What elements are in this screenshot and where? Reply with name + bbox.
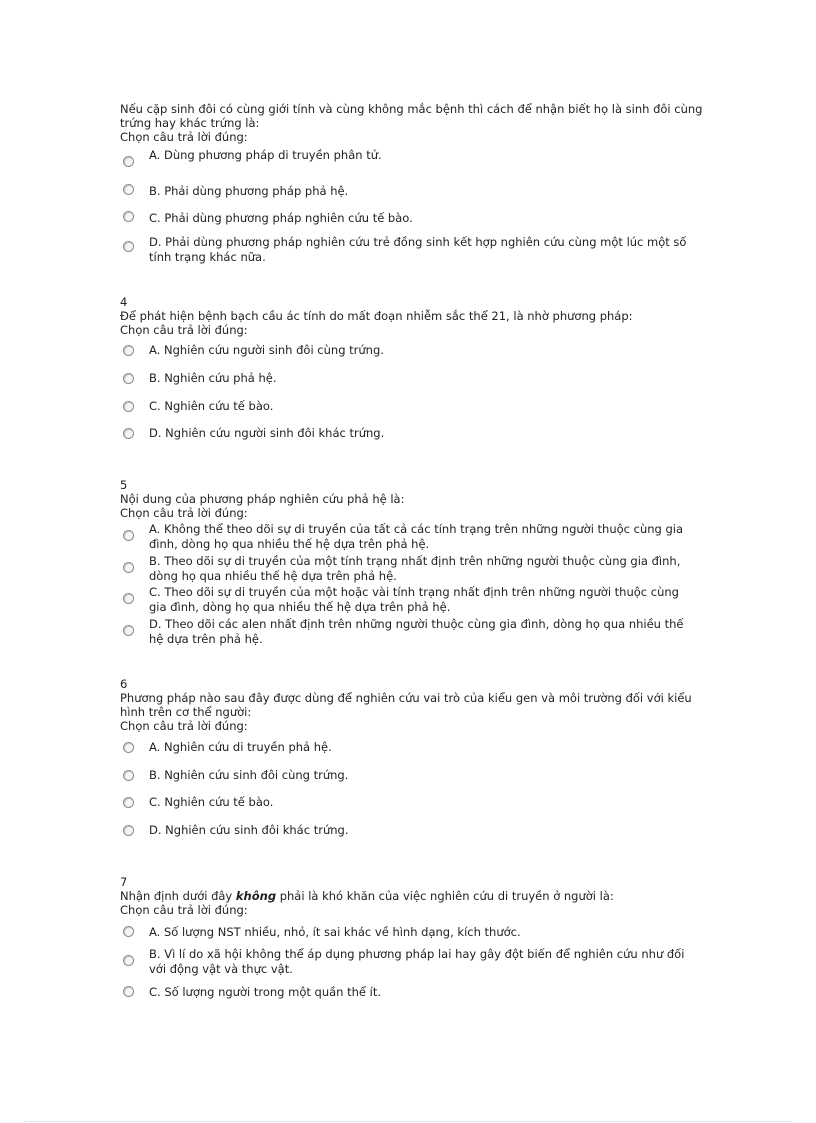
option-label: D. Nghiên cứu sinh đôi khác trứng. bbox=[149, 823, 349, 837]
radio-button[interactable] bbox=[123, 625, 134, 636]
question-number: 5 bbox=[120, 478, 128, 492]
option-label: B. Nghiên cứu phả hệ. bbox=[149, 371, 277, 385]
radio-button[interactable] bbox=[123, 593, 134, 604]
option-label: C. Nghiên cứu tế bào. bbox=[149, 399, 274, 413]
radio-button[interactable] bbox=[123, 742, 134, 753]
option-label: D. Theo dõi các alen nhất định trên những người thuộc cùng gia đình, dòng họ qua nhiều thế hệ dựa trên phả hệ. bbox=[149, 617, 684, 646]
question-text: Để phát hiện bệnh bạch cầu ác tính do mất đoạn nhiễm sắc thể 21, là nhờ phương pháp: bbox=[120, 309, 633, 323]
question-text-part: Nhận định dưới đây bbox=[120, 889, 236, 903]
option-label: B. Theo dõi sự di truyền của một tính trạng nhất định trên những người thuộc cùng gia đình, dòng họ qua nhiều thế hệ dựa trên phả hệ. bbox=[149, 554, 681, 583]
option-label: B. Nghiên cứu sinh đôi cùng trứng. bbox=[149, 768, 349, 782]
option-label: A. Nghiên cứu di truyền phả hệ. bbox=[149, 740, 332, 754]
answer-prompt: Chọn câu trả lời đúng: bbox=[120, 903, 248, 917]
radio-button[interactable] bbox=[123, 241, 134, 252]
question-5 bbox=[120, 478, 710, 646]
radio-button[interactable] bbox=[123, 562, 134, 573]
question-text: Nếu cặp sinh đôi có cùng giới tính và cùng không mắc bệnh thì cách để nhận biết họ là sinh đôi cùng trứng hay khác trứng là: bbox=[120, 102, 703, 130]
radio-button[interactable] bbox=[123, 797, 134, 808]
option-label: D. Nghiên cứu người sinh đôi khác trứng. bbox=[149, 426, 385, 440]
question-7 bbox=[120, 875, 710, 999]
question-3 bbox=[120, 102, 710, 264]
radio-button[interactable] bbox=[123, 211, 134, 222]
question-text-part: phải là khó khăn của việc nghiên cứu di truyền ở người là: bbox=[276, 889, 614, 903]
answer-prompt: Chọn câu trả lời đúng: bbox=[120, 130, 248, 144]
radio-button[interactable] bbox=[123, 184, 134, 195]
question-text: Nội dung của phương pháp nghiên cứu phả hệ là: bbox=[120, 492, 405, 506]
option-label: A. Dùng phương pháp di truyền phân tử. bbox=[149, 148, 382, 162]
question-4 bbox=[120, 295, 710, 440]
option-label: A. Số lượng NST nhiều, nhỏ, ít sai khác về hình dạng, kích thước. bbox=[149, 925, 521, 939]
option-label: C. Số lượng người trong một quần thể ít. bbox=[149, 985, 381, 999]
option-label: C. Theo dõi sự di truyền của một hoặc vài tính trạng nhất định trên những người thuộc cùng gia đình, dòng họ qua nhiều thế hệ dựa trên phả hệ. bbox=[149, 585, 679, 614]
radio-button[interactable] bbox=[123, 986, 134, 997]
question-emphasis: không bbox=[235, 889, 277, 903]
radio-button[interactable] bbox=[123, 156, 134, 167]
question-6 bbox=[120, 677, 710, 837]
answer-prompt: Chọn câu trả lời đúng: bbox=[120, 719, 248, 733]
question-text: Phương pháp nào sau đây được dùng để nghiên cứu vai trò của kiểu gen và môi trường đối với kiểu hình trên cơ thể người: bbox=[120, 691, 692, 719]
option-label: D. Phải dùng phương pháp nghiên cứu trẻ đồng sinh kết hợp nghiên cứu cùng một lúc một số tính trạng khác nữa. bbox=[149, 235, 687, 264]
question-number: 4 bbox=[120, 295, 128, 309]
answer-prompt: Chọn câu trả lời đúng: bbox=[120, 323, 248, 337]
radio-button[interactable] bbox=[123, 825, 134, 836]
answer-prompt: Chọn câu trả lời đúng: bbox=[120, 506, 248, 520]
radio-button[interactable] bbox=[123, 926, 134, 937]
option-label: C. Nghiên cứu tế bào. bbox=[149, 795, 274, 809]
question-text bbox=[120, 889, 705, 903]
radio-button[interactable] bbox=[123, 428, 134, 439]
radio-button[interactable] bbox=[123, 955, 134, 966]
question-number: 6 bbox=[120, 677, 128, 691]
option-label: A. Không thể theo dõi sự di truyền của tất cả các tính trạng trên những người thuộc cùng gia đình, dòng họ qua nhiều thế hệ dựa trên phả hệ. bbox=[149, 522, 684, 551]
option-label: C. Phải dùng phương pháp nghiên cứu tế bào. bbox=[149, 211, 413, 225]
radio-button[interactable] bbox=[123, 401, 134, 412]
radio-button[interactable] bbox=[123, 373, 134, 384]
option-label: B. Vì lí do xã hội không thể áp dụng phương pháp lai hay gây đột biến để nghiên cứu như đối với động vật và thực vật. bbox=[149, 947, 685, 976]
radio-button[interactable] bbox=[123, 770, 134, 781]
option-label: A. Nghiên cứu người sinh đôi cùng trứng. bbox=[149, 343, 384, 357]
question-number: 7 bbox=[120, 875, 128, 889]
radio-button[interactable] bbox=[123, 530, 134, 541]
page-bottom-divider bbox=[24, 1121, 792, 1122]
option-label: B. Phải dùng phương pháp phả hệ. bbox=[149, 184, 349, 198]
radio-button[interactable] bbox=[123, 345, 134, 356]
